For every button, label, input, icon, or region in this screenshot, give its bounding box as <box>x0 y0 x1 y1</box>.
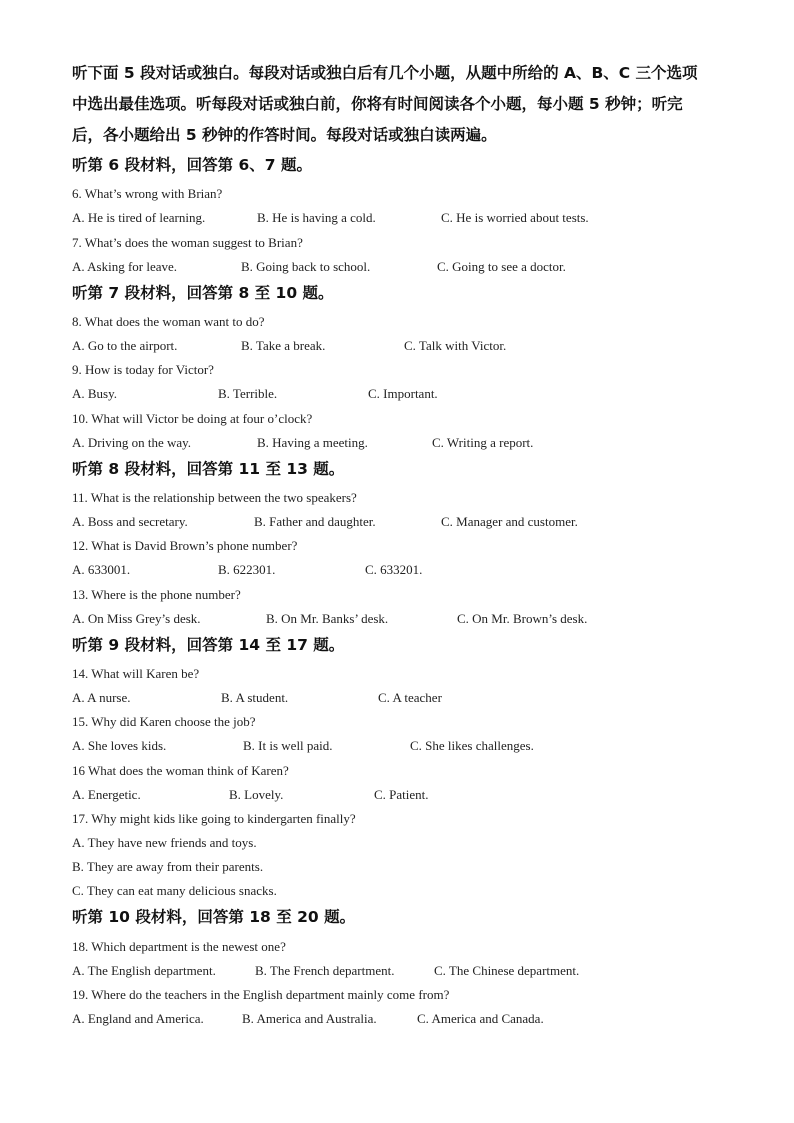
question-stem: 14. What will Karen be? <box>72 666 200 681</box>
option-a: A. Asking for leave. <box>72 259 178 274</box>
instructions-line: 中选出最佳选项。听每段对话或独白前，你将有时间阅读各个小题，每小题 5 秒钟；听完 <box>72 95 683 113</box>
option-b: B. It is well paid. <box>243 738 333 753</box>
option-c: C. On Mr. Brown’s desk. <box>457 611 588 626</box>
option-b: B. 622301. <box>218 562 276 577</box>
section-heading: 听第 9 段材料，回答第 14 至 17 题。 <box>72 636 345 654</box>
option-c: C. A teacher <box>378 690 442 705</box>
question-stem: 18. Which department is the newest one? <box>72 939 286 954</box>
instructions-line: 听下面 5 段对话或独白。每段对话或独白后有几个小题，从题中所给的 A、B、C 三个选项 <box>72 64 698 82</box>
option-b: B. A student. <box>221 690 289 705</box>
option-a: A. A nurse. <box>72 690 131 705</box>
option-b: B. Father and daughter. <box>254 514 376 529</box>
question-stem: 12. What is David Brown’s phone number? <box>72 538 298 553</box>
section-heading: 听第 7 段材料，回答第 8 至 10 题。 <box>72 284 334 302</box>
option-c: C. The Chinese department. <box>434 963 580 978</box>
option-a: A. She loves kids. <box>72 738 167 753</box>
question-stem: 17. Why might kids like going to kindergarten finally? <box>72 811 356 826</box>
section-heading: 听第 6 段材料，回答第 6、7 题。 <box>72 156 312 174</box>
question-stem: 7. What’s does the woman suggest to Brian? <box>72 235 303 250</box>
question-stem: 10. What will Victor be doing at four o’clock? <box>72 411 313 426</box>
option-c: C. Important. <box>368 386 438 401</box>
option-b: B. Going back to school. <box>241 259 371 274</box>
option-c: C. They can eat many delicious snacks. <box>72 883 277 898</box>
option-a: A. England and America. <box>72 1011 204 1026</box>
option-a: A. Boss and secretary. <box>72 514 188 529</box>
section-heading: 听第 10 段材料，回答第 18 至 20 题。 <box>72 908 356 926</box>
option-a: A. On Miss Grey’s desk. <box>72 611 201 626</box>
question-stem: 8. What does the woman want to do? <box>72 314 265 329</box>
option-c: C. America and Canada. <box>417 1011 544 1026</box>
option-b: B. Take a break. <box>241 338 326 353</box>
option-b: B. On Mr. Banks’ desk. <box>266 611 389 626</box>
option-a: A. Go to the airport. <box>72 338 178 353</box>
option-b: B. He is having a cold. <box>257 210 376 225</box>
option-a: A. Driving on the way. <box>72 435 192 450</box>
option-c: C. He is worried about tests. <box>441 210 589 225</box>
question-stem: 15. Why did Karen choose the job? <box>72 714 256 729</box>
section-heading: 听第 8 段材料，回答第 11 至 13 题。 <box>72 460 345 478</box>
option-b: B. America and Australia. <box>242 1011 377 1026</box>
option-c: C. Patient. <box>374 787 429 802</box>
option-a: A. 633001. <box>72 562 131 577</box>
option-b: B. Having a meeting. <box>257 435 368 450</box>
option-c: C. Going to see a doctor. <box>437 259 566 274</box>
option-a: A. Energetic. <box>72 787 141 802</box>
option-a: A. The English department. <box>72 963 216 978</box>
option-c: C. Manager and customer. <box>441 514 578 529</box>
option-b: B. The French department. <box>255 963 395 978</box>
question-stem: 6. What’s wrong with Brian? <box>72 186 223 201</box>
question-stem: 9. How is today for Victor? <box>72 362 214 377</box>
option-a: A. Busy. <box>72 386 118 401</box>
question-stem: 19. Where do the teachers in the English department mainly come from? <box>72 987 450 1002</box>
option-c: C. Talk with Victor. <box>404 338 507 353</box>
option-b: B. They are away from their parents. <box>72 859 264 874</box>
option-a: A. They have new friends and toys. <box>72 835 257 850</box>
question-stem: 13. Where is the phone number? <box>72 587 241 602</box>
option-b: B. Lovely. <box>229 787 284 802</box>
question-stem: 11. What is the relationship between the two speakers? <box>72 490 357 505</box>
option-a: A. He is tired of learning. <box>72 210 206 225</box>
option-c: C. 633201. <box>365 562 423 577</box>
instructions <box>72 58 732 151</box>
instructions-line: 后，各小题给出 5 秒钟的作答时间。每段对话或独白读两遍。 <box>72 126 497 144</box>
question-stem: 16 What does the woman think of Karen? <box>72 763 289 778</box>
option-c: C. Writing a report. <box>432 435 534 450</box>
option-b: B. Terrible. <box>218 386 278 401</box>
option-c: C. She likes challenges. <box>410 738 534 753</box>
